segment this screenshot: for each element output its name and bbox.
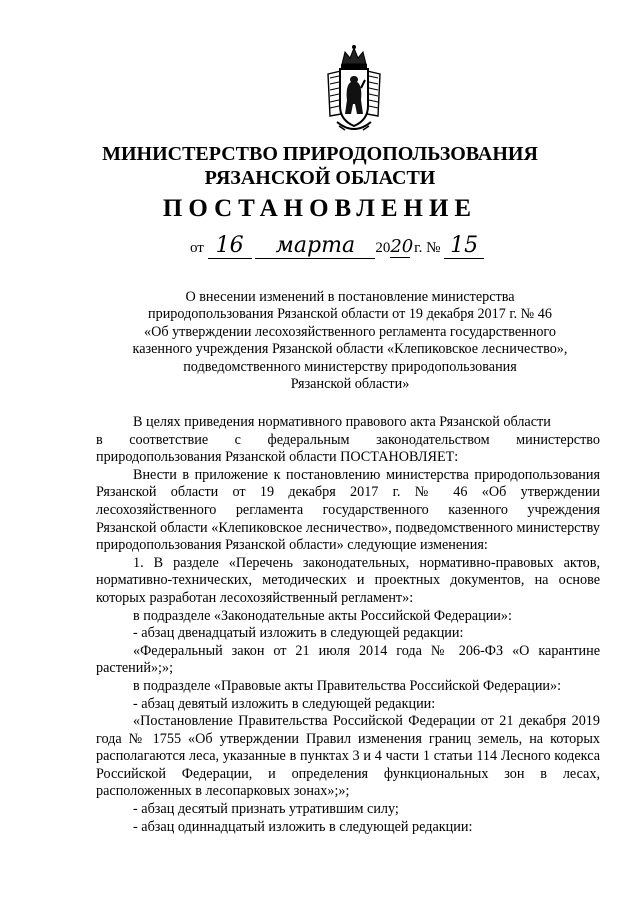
subject-line: О внесении изменений в постановление министерства [185,289,515,305]
document-number-field [444,233,484,259]
coat-of-arms-emblem [325,44,383,132]
document-subject [110,289,590,393]
date-year-unit: г. [414,240,423,256]
date-year-suffix: 20 [390,236,414,257]
date-year-field [390,236,414,258]
body-paragraph: В целях приведения нормативного правового акта Рязанской области [133,414,551,430]
document-type-title: ПОСТАНОВЛЕНИЕ [162,195,478,222]
body-paragraph: в подразделе «Правовые акты Правительства Российской Федерации»: [133,677,562,694]
body-paragraph: природопользования Рязанской области ПОСТАНОВЛЯЕТ: [96,449,459,466]
body-paragraph: «Федеральный закон от 21 июля 2014 года № 206-ФЗ «О карантине растений»;»; [96,642,600,677]
date-prefix: от [190,240,204,256]
body-paragraph: Внести в приложение к постановлению министерства природопользования Рязанской области от 19 декабря 2017 г. № 46 «Об утверждении лесохозяйственного регламента государственного казенного учреждения Рязанской области «Клепиковское лесничество», подведомственного министерству природопользования Рязанской области» следующие изменения: [96,466,600,554]
ministry-name-line1: МИНИСТЕРСТВО ПРИРОДОПОЛЬЗОВАНИЯ [102,143,538,165]
body-paragraph: в соответствие с федеральным законодательством министерство [96,431,600,448]
subject-line: «Об утверждении лесохозяйственного регламента государственного [143,323,556,340]
date-day: 16 [215,233,244,258]
document-date-line [190,233,510,259]
body-paragraph: 1. В разделе «Перечень законодательных, нормативно-правовых актов, нормативно-технических, методических и проектных документов, на основе которых разработан лесохозяйственный регламент»: [96,554,600,606]
subject-line: казенного учреждения Рязанской области «Клепиковское лесничество», [132,341,568,358]
body-paragraph: - абзац девятый изложить в следующей редакции: [133,695,436,712]
number-sign: № [426,240,441,256]
subject-line: природопользования Рязанской области от 19 декабря 2017 г. № 46 [148,306,552,323]
date-year-prefix: 20 [375,240,391,256]
body-paragraph: «Постановление Правительства Российской Федерации от 21 декабря 2019 года № 1755 «Об утверждении Правил изменения границ земель, на которых располагаются леса, указанные в пунктах 3 и 4 части 1 статьи 114 Лесного кодекса Российской Федерации, и определения функциональных зон в лесах, расположенных в лесопарковых зонах»;»; [96,713,600,800]
date-month-field [255,233,375,259]
document-body [96,414,600,836]
subject-line: Рязанской области» [290,376,410,393]
body-paragraph: - абзац двенадцатый изложить в следующей редакции: [133,625,464,642]
body-paragraph: - абзац одиннадцатый изложить в следующей редакции: [133,818,473,835]
body-paragraph: - абзац десятый признать утратившим силу; [133,801,399,818]
ministry-name-line2: РЯЗАНСКОЙ ОБЛАСТИ [204,167,436,189]
body-paragraph: в подразделе «Законодательные акты Российской Федерации»: [133,607,512,624]
document-number: 15 [450,233,479,258]
date-day-field [208,233,252,259]
date-month: марта [275,233,356,258]
subject-line: подведомственного министерству природопользования [183,358,517,375]
